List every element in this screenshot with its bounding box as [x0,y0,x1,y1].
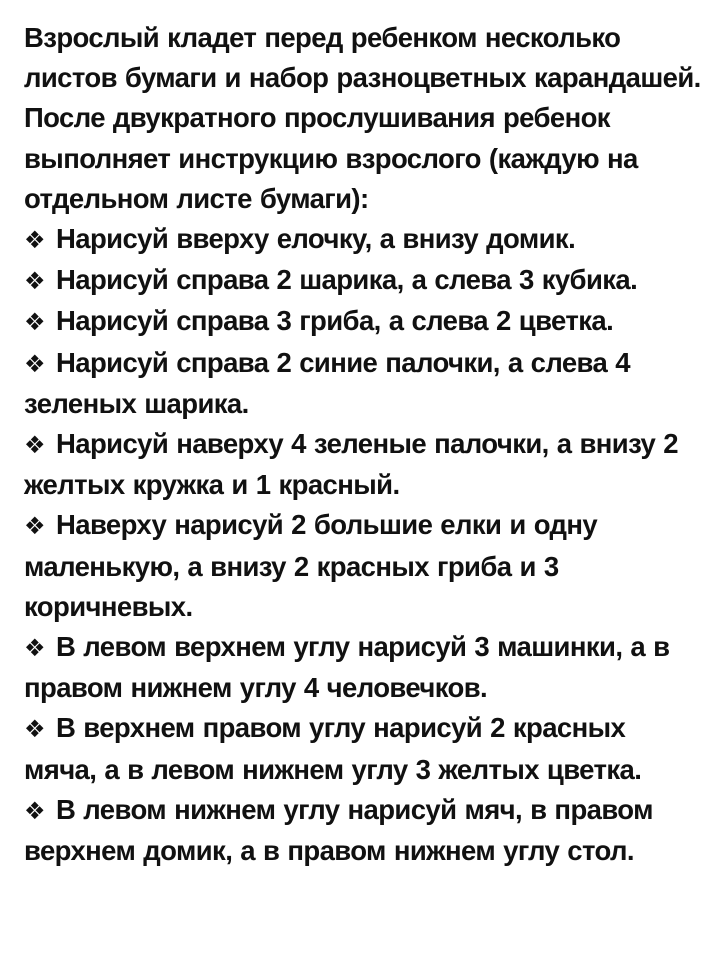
list-item [24,424,704,505]
intro-paragraph: Взрослый кладет перед ребенком несколько листов бумаги и набор разноцветных карандашей. После двукратного прослушивания ребенок выполняет инструкцию взрослого (каждую на отдельном листе бумаги): [24,22,701,214]
list-item [24,708,704,789]
list-item-text: Нарисуй справа 3 гриба, а слева 2 цветка. [56,305,614,337]
instruction-list [24,219,704,871]
diamond-bullet-icon: ❖ [24,512,45,541]
list-item [24,790,704,871]
diamond-bullet-icon: ❖ [24,431,45,460]
diamond-bullet-icon: ❖ [24,226,45,255]
list-item [24,343,704,424]
diamond-bullet-icon: ❖ [24,308,45,337]
list-item-text: Нарисуй справа 2 шарика, а слева 3 кубика. [56,264,638,296]
diamond-bullet-icon: ❖ [24,796,45,825]
list-item-text: Нарисуй вверху елочку, а внизу домик. [56,223,576,255]
diamond-bullet-icon: ❖ [24,634,45,663]
diamond-bullet-icon: ❖ [24,349,45,378]
list-item-text: В верхнем правом углу нарисуй 2 красных мяча, а в левом нижнем углу 3 желтых цветка. [24,712,642,785]
list-item [24,301,704,342]
instruction-document [24,18,704,871]
list-item-text: Нарисуй справа 2 синие палочки, а слева 4 зеленых шарика. [24,346,630,419]
list-item [24,219,704,260]
list-item-text: Наверху нарисуй 2 большие елки и одну маленькую, а внизу 2 красных гриба и 3 коричневых. [24,509,598,622]
diamond-bullet-icon: ❖ [24,267,45,296]
list-item [24,260,704,301]
diamond-bullet-icon: ❖ [24,715,45,744]
list-item-text: В левом верхнем углу нарисуй 3 машинки, а в правом нижнем углу 4 человечков. [24,631,670,704]
list-item [24,627,704,708]
list-item [24,505,704,627]
list-item-text: В левом нижнем углу нарисуй мяч, в правом верхнем домик, а в правом нижнем углу стол. [24,793,653,867]
list-item-text: Нарисуй наверху 4 зеленые палочки, а внизу 2 желтых кружка и 1 красный. [24,428,678,501]
